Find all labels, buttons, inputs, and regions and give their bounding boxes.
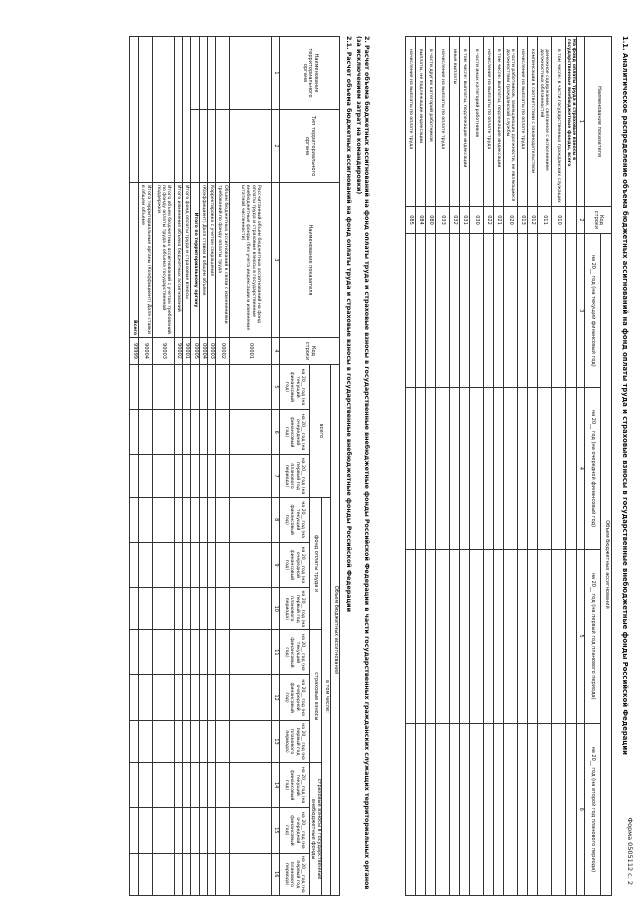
table-row-code: 00001: [230, 338, 272, 365]
col-year-header: на 20__ год (на первый год планового периода): [280, 455, 310, 497]
col-number: 14: [272, 763, 280, 808]
table-row-code: 99999: [130, 338, 139, 365]
col-year-4: на 20__ год (на второй год планового периода): [585, 723, 601, 895]
section-2-subtitle: (за исключением затрат на командировки): [355, 36, 362, 195]
col-total-header: всего: [310, 365, 331, 498]
table-row-label: Итого изменения объема бюджетных ассигнований: [175, 183, 183, 338]
col-year-header: на 20__ год (на текущий финансовый год): [280, 763, 310, 808]
col-year-header: на 20__ год (на очередной финансовый год): [280, 675, 310, 721]
table-row-label: начисления на выплаты по оплате труда: [435, 37, 449, 207]
table-row-code: 013: [517, 207, 527, 234]
table-row-code: 011: [537, 207, 551, 234]
col-name-header: Наименование показателя: [585, 37, 612, 207]
col-number: 6: [577, 723, 585, 895]
table-row-code: 010: [551, 207, 565, 234]
col-number: 9: [272, 542, 280, 588]
col-number: 11: [272, 630, 280, 675]
col-number: 10: [272, 588, 280, 630]
table-row-code: [565, 207, 576, 234]
table-row-code: 00005: [191, 338, 200, 365]
col-incl-header: в том числе:: [322, 497, 331, 895]
table-row-code: 012: [527, 207, 537, 234]
col-number: 3: [577, 234, 585, 388]
col-indicator-header: Наименование показателя: [280, 183, 340, 338]
table-row-label: (Коэффициент) Доля ставки в общем объеме: [200, 183, 208, 338]
col-state-header: страховые взносы в государственные внебюджетные фонды: [310, 763, 322, 896]
col-number: 1: [577, 37, 585, 207]
table-row-code: 00004: [200, 338, 208, 365]
col-number: 16: [272, 853, 280, 895]
col-number: 12: [272, 675, 280, 721]
table-row-label: начисления на выплаты по оплате труда: [517, 37, 527, 207]
col-volume-header: Объем бюджетных ассигнований: [331, 365, 340, 896]
col-year-header: на 20__ год (на текущий финансовый год): [280, 630, 310, 675]
col-year-header: на 20__ год (на очередной финансовый год): [280, 409, 310, 455]
col-number: 4: [272, 338, 280, 365]
col-year-header: на 20__ год (на очередной финансовый год): [280, 542, 310, 588]
col-year-header: на 20__ год (на текущий финансовый год): [280, 497, 310, 542]
col-type-header: Тип территориального органа: [280, 110, 340, 183]
col-year-header: на 20__ год (на первый год планового периода): [280, 853, 310, 895]
table-row-code: 085: [405, 207, 415, 234]
col-number: 7: [272, 455, 280, 497]
col-subject-header: Наименование территориального органа: [280, 37, 340, 110]
col-number: 15: [272, 808, 280, 854]
table-row-label: иные выплаты: [449, 37, 459, 207]
col-number: 13: [272, 720, 280, 762]
table-row-label: Итого фонд оплаты труда и страховые взносы: [183, 183, 191, 338]
table-2-1: [129, 36, 340, 896]
section-1-1-title: 1.1. Аналитическое распределение объема бюджетных ассигнований на фонд оплаты труда и страховые взносы в государственные внебюджетные фонды Российской Федерации: [621, 36, 629, 755]
table-row-code: 021: [493, 207, 503, 234]
table-row-label: в том числе: в части государственных гражданских служащих: [551, 37, 565, 207]
section-2-1-title: 2.1. Расчет объема бюджетных ассигнований на фонд оплаты труда и страховые взносы в государственные внебюджетные фонды Российской Федерации: [345, 36, 352, 612]
table-row-code: 033: [435, 207, 449, 234]
col-number: 5: [272, 365, 280, 410]
col-rowcode-header: Код строки: [280, 338, 340, 365]
table-row-label: Объем бюджетных ассигнований в связи с изменениями требований по фонду оплаты труда: [216, 183, 230, 338]
col-number: 2: [272, 110, 280, 183]
table-row-code: 020: [503, 207, 517, 234]
col-number: 6: [272, 409, 280, 455]
table-row-label: в том числе: выплаты, подлежащие индексации: [459, 37, 469, 207]
col-year-header: на 20__ год (на текущий финансовый год): [280, 365, 310, 410]
table-row-label: в части других категорий работников: [425, 37, 435, 207]
table-row-label: Рассчитанный объем бюджетных ассигнований на фонд оплаты труда и страховые взносы в государственные внебюджетные фонды (без учета индексации и изменения штатной численности): [230, 183, 272, 338]
table-row-code: 90001: [183, 338, 191, 365]
form-code: Форма 0505112 с. 2: [626, 817, 634, 885]
table-row-label: Всего: [130, 183, 139, 338]
table-row-label: денежное содержание, связанное с исполнением должностных обязанностей: [537, 37, 551, 207]
table-row-label: компенсации в соответствии с законодательством: [527, 37, 537, 207]
table-row-label: На фонд оплаты труда и страховые взносы в государственные внебюджетные фонды, всего: [565, 37, 576, 207]
section-2-title: 2. Расчет объема бюджетных ассигнований на фонд оплаты труда и страховые взносы в государственные внебюджетные фонды Российской Федерации в части государственных гражданских служащих территориальных органов: [363, 36, 370, 890]
table-row-code: 080: [425, 207, 435, 234]
table-row-code: 00003: [208, 338, 216, 365]
table-row-code: 030: [469, 207, 483, 234]
col-fund-header: фонд оплаты труда и: [310, 497, 322, 630]
table-row-code: 084: [415, 207, 425, 234]
table-row-label: Корректировка с учетом сокращения: [208, 183, 216, 338]
col-number: 5: [577, 549, 585, 723]
col-code-header: Код строки: [585, 207, 612, 234]
table-row-code: 032: [449, 207, 459, 234]
col-year-header: на 20__ год (на первый год планового периода): [280, 588, 310, 630]
table-row-code: 031: [459, 207, 469, 234]
col-year-2: на 20__ год (на очередной финансовый год): [585, 388, 601, 549]
table-row-label: начисления на выплаты по оплате труда: [405, 37, 415, 207]
table-row-label: выплаты, не подлежащие индексации: [415, 37, 425, 207]
table-row-code: 90002: [175, 338, 183, 365]
col-year-3: на 20__ год (на первый год планового периода): [585, 549, 601, 723]
col-year-header: на 20__ год (на очередной финансовый год): [280, 808, 310, 854]
col-number: 3: [272, 183, 280, 338]
table-row-label: начисления на выплаты по оплате труда: [483, 37, 493, 207]
table-row-label: в том числе: выплаты, подлежащие индексации: [493, 37, 503, 207]
col-insurance-header: страховые взносы: [310, 630, 322, 763]
table-row-label: Итого территориальные органы (Коэффициент) Доля ставки в общем объеме: [139, 183, 153, 338]
table-row-code: 90004: [139, 338, 153, 365]
col-number: 8: [272, 497, 280, 542]
col-year-header: на 20__ год (на первый год планового периода): [280, 720, 310, 762]
table-row-code: 00002: [216, 338, 230, 365]
table-row-code: 90003: [153, 338, 175, 365]
table-row-label: Итого объем бюджетных ассигнований с учетом требований по фонду оплаты труда и объема государственной поддержки: [153, 183, 175, 338]
table-row-code: 022: [483, 207, 493, 234]
table-1-1: [405, 36, 612, 896]
col-number: 2: [577, 207, 585, 234]
table-row-label: в части работников, замещающих должности, не являющиеся должностями гражданской службы: [503, 37, 517, 207]
col-group-header: Объем бюджетных ассигнований: [601, 234, 612, 896]
table-row-label: Итого по территориальному органу: [191, 183, 200, 338]
col-number: 4: [577, 388, 585, 549]
col-number: 1: [272, 37, 280, 110]
table-row-label: в части иных категорий работников: [469, 37, 483, 207]
col-year-1: на 20__ год (на текущий финансовый год): [585, 234, 601, 388]
